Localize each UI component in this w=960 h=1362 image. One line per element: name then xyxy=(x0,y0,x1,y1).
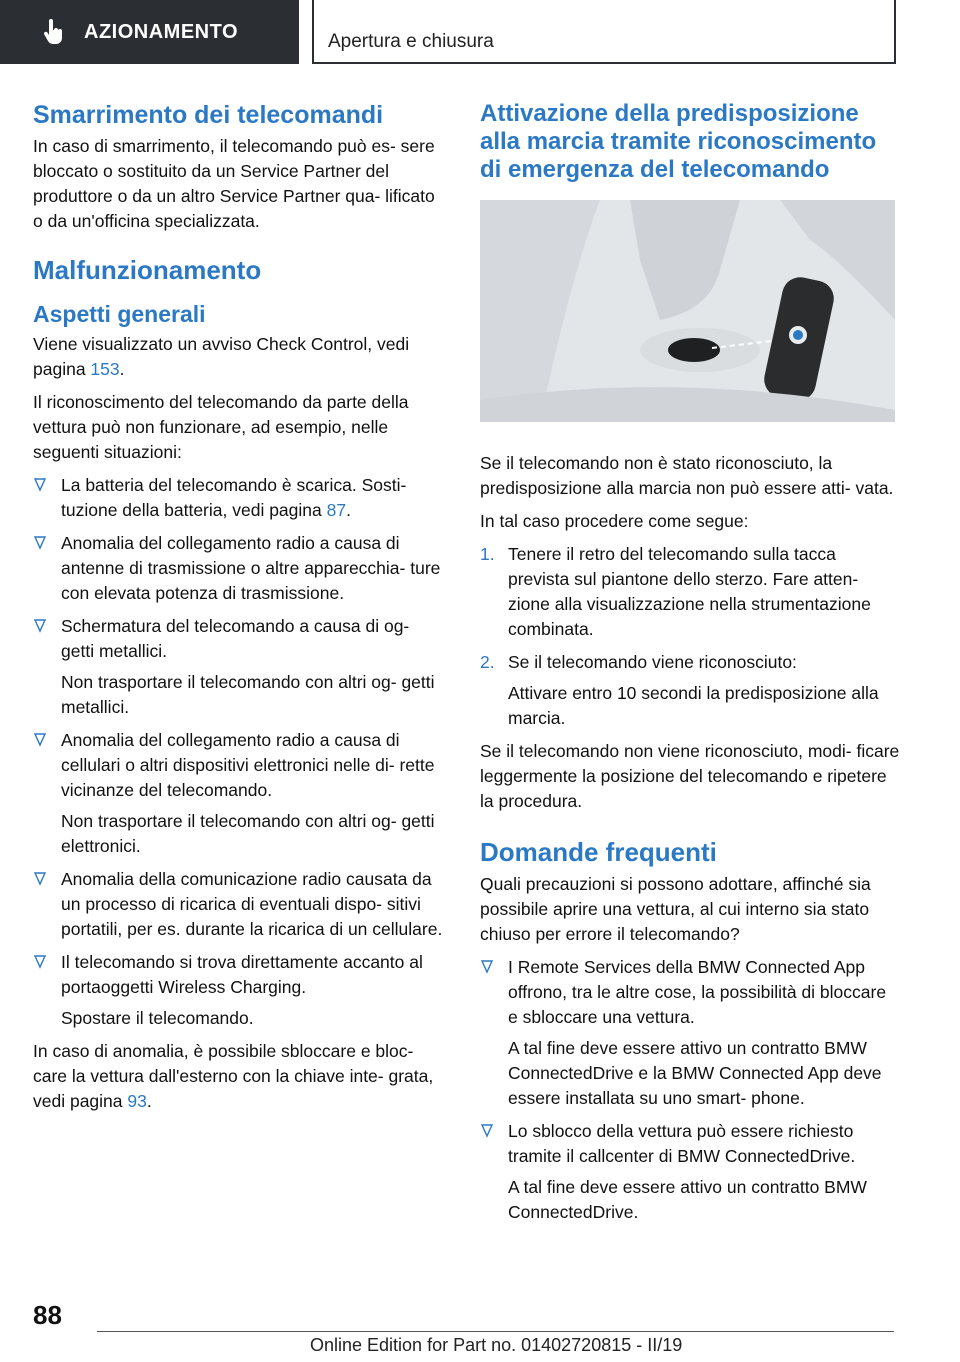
step-item: 1. Tenere il retro del telecomando sulla tacca prevista sul piantone dello sterzo. Fare atten- zione alla visualizzazione nella strumentazione combinata. xyxy=(480,544,871,639)
list-item: Schermatura del telecomando a causa di og- getti metallici. Non trasportare il telecomando con altri og- getti metallici. xyxy=(33,614,443,720)
triangle-bullet-icon xyxy=(480,1122,494,1140)
triangle-bullet-icon xyxy=(33,534,47,552)
paragraph-faq-question: Quali precauzioni si possono adottare, affinché sia possibile aprire una vettura, al cui interno sia stato chiuso per errore il telecomando? xyxy=(480,874,871,944)
subsection-tab xyxy=(312,0,896,64)
page-link-87[interactable]: 87 xyxy=(326,500,347,520)
section-tab xyxy=(0,0,299,64)
paragraph-proceed: In tal caso procedere come segue: xyxy=(480,511,749,531)
right-column xyxy=(480,100,900,1233)
triangle-bullet-icon xyxy=(33,953,47,971)
step-number: 2. xyxy=(480,652,495,672)
heading-malfunction: Malfunzionamento xyxy=(33,255,262,285)
page-link-93[interactable]: 93 xyxy=(127,1091,147,1111)
list-item: La batteria del telecomando è scarica. Sosti- tuzione della batteria, vedi pagina 87. xyxy=(33,473,443,523)
list-item: Anomalia della comunicazione radio causata da un processo di ricarica di eventuali dispo- sitivi portatili, per es. durante la ricarica di un cellulare. xyxy=(33,867,443,942)
heading-emergency-activation: Attivazione della predisposizione alla marcia tramite riconoscimento di emergenza del telecomando xyxy=(480,100,877,183)
steps-list xyxy=(480,542,900,731)
subsection-title: Apertura e chiusura xyxy=(328,31,494,52)
left-column xyxy=(33,100,443,1122)
steering-column-remote-illustration xyxy=(480,200,895,422)
list-item: I Remote Services della BMW Connected App offrono, tra le altre cose, la possibilità di bloccare e sbloccare una vettura. A tal fine deve essere attivo un contratto BMW ConnectedDrive e la BMW Connected App deve essere installata su uno smart- phone. xyxy=(480,955,900,1111)
faq-list xyxy=(480,955,900,1225)
paragraph-not-recognized: Se il telecomando non è stato riconosciuto, la predisposizione alla marcia non può essere atti- vata. xyxy=(480,453,894,498)
edition-text: Online Edition for Part no. 01402720815 - II/19 xyxy=(310,1335,683,1355)
hand-touch-icon xyxy=(42,19,64,45)
page-number: 88 xyxy=(33,1300,62,1330)
heading-lost-remotes: Smarrimento dei telecomandi xyxy=(33,101,384,129)
heading-general: Aspetti generali xyxy=(33,301,206,327)
step-number: 1. xyxy=(480,544,495,564)
triangle-bullet-icon xyxy=(33,731,47,749)
paragraph-integrated-key: In caso di anomalia, è possibile sbloccare e bloc- care la vettura dall'esterno con la chiave inte- grata, vedi pagina 93. xyxy=(33,1041,434,1111)
section-title: AZIONAMENTO xyxy=(84,20,239,43)
page-link-153[interactable]: 153 xyxy=(90,359,120,379)
list-item: Anomalia del collegamento radio a causa di cellulari o altri dispositivi elettronici nelle di- rette vicinanze del telecomando. Non trasportare il telecomando con altri og- getti elettronici. xyxy=(33,728,443,859)
list-item: Il telecomando si trova direttamente accanto al portaoggetti Wireless Charging. Spostare il telecomando. xyxy=(33,950,443,1031)
triangle-bullet-icon xyxy=(33,870,47,888)
list-item: Lo sblocco della vettura può essere richiesto tramite il callcenter di BMW ConnectedDrive. A tal fine deve essere attivo un contratto BMW ConnectedDrive. xyxy=(480,1119,900,1225)
triangle-bullet-icon xyxy=(480,958,494,976)
list-item: Anomalia del collegamento radio a causa di antenne di trasmissione o altre apparecchia- ture con elevata potenza di trasmissione. xyxy=(33,531,443,606)
step-item: 2. Se il telecomando viene riconosciuto: Attivare entro 10 secondi la predisposizione alla marcia. xyxy=(480,652,879,728)
situations-list xyxy=(33,473,443,1031)
paragraph-modify-position: Se il telecomando non viene riconosciuto, modi- ficare leggermente la posizione del telecomando e ripetere la procedura. xyxy=(480,741,900,811)
footer-divider xyxy=(97,1331,894,1332)
paragraph-check-control: Viene visualizzato un avviso Check Control, vedi pagina 153. xyxy=(33,334,410,379)
triangle-bullet-icon xyxy=(33,476,47,494)
paragraph-lost: In caso di smarrimento, il telecomando può es- sere bloccato o sostituito da un Service Partner del produttore o da un altro Service Partner qua- lificato o da un'officina specializzata. xyxy=(33,136,435,231)
heading-faq: Domande frequenti xyxy=(480,837,717,867)
triangle-bullet-icon xyxy=(33,617,47,635)
paragraph-recognition: Il riconoscimento del telecomando da parte della vettura può non funzionare, ad esempio, nelle seguenti situazioni: xyxy=(33,392,409,462)
